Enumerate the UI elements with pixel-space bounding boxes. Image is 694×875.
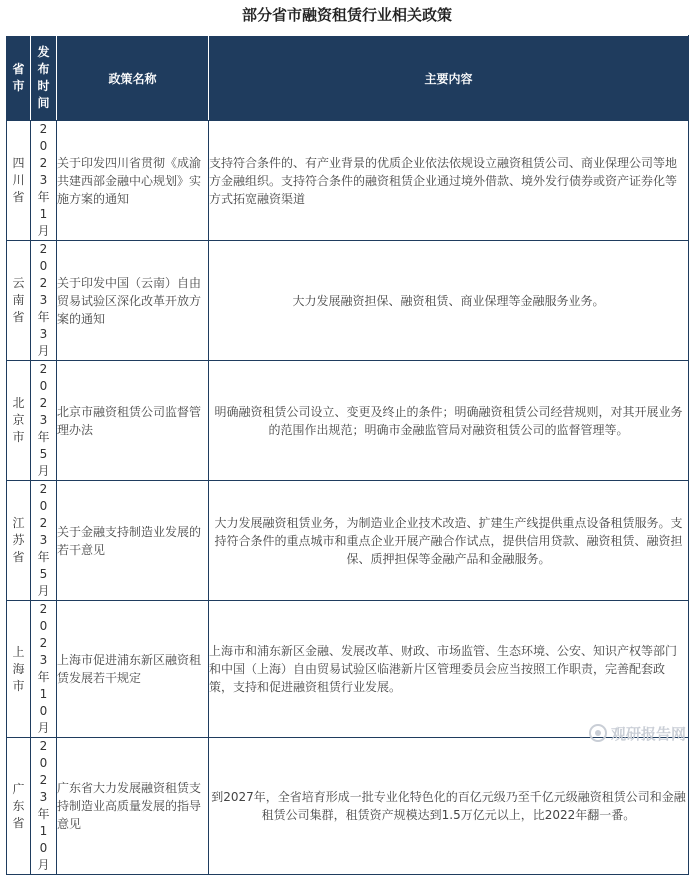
cell-main-content: 上海市和浦东新区金融、发展改革、财政、市场监管、生态环境、公安、知识产权等部门和中国（上海）自由贸易试验区临港新片区管理委员会应当按照工作职责，完善配套政策，支持和促进融资租赁行业发展。 <box>209 601 689 738</box>
cell-policy-name: 上海市促进浦东新区融资租赁发展若干规定 <box>57 601 209 738</box>
cell-province: 广东省 <box>7 738 31 875</box>
policy-table <box>6 35 689 875</box>
cell-province: 江苏省 <box>7 481 31 601</box>
cell-main-content: 大力发展融资担保、融资租赁、商业保理等金融服务业务。 <box>209 241 689 361</box>
watermark-text: 观研报告网 <box>610 724 686 743</box>
table-row <box>7 121 689 241</box>
table-row <box>7 738 689 875</box>
cell-main-content: 支持符合条件的、有产业背景的优质企业依法依规设立融资租赁公司、商业保理公司等地方金融组织。支持符合条件的融资租赁企业通过境外借款、境外发行债券或资产证券化等方式拓宽融资渠道 <box>209 121 689 241</box>
cell-policy-name: 广东省大力发展融资租赁支持制造业高质量发展的指导意见 <box>57 738 209 875</box>
table-row <box>7 481 689 601</box>
cell-policy-name: 北京市融资租赁公司监督管理办法 <box>57 361 209 481</box>
cell-policy-name: 关于金融支持制造业发展的若干意见 <box>57 481 209 601</box>
header-province: 省市 <box>7 36 31 121</box>
table-row <box>7 241 689 361</box>
cell-province: 北京市 <box>7 361 31 481</box>
cell-policy-name: 关于印发中国（云南）自由贸易试验区深化改革开放方案的通知 <box>57 241 209 361</box>
header-policy-name: 政策名称 <box>57 36 209 121</box>
cell-province: 四川省 <box>7 121 31 241</box>
cell-date: 2023年1月 <box>31 121 57 241</box>
watermark <box>589 722 686 744</box>
page-title: 部分省市融资租赁行业相关政策 <box>241 6 452 24</box>
cell-main-content: 大力发展融资租赁业务，为制造业企业技术改造、扩建生产线提供重点设备租赁服务。支持符合条件的重点城市和重点企业开展产融合作试点，提供信用贷款、融资租赁、融资担保、质押担保等金融产品和金融服务。 <box>209 481 689 601</box>
cell-date: 2023年10月 <box>31 601 57 738</box>
header-main-content: 主要内容 <box>209 36 689 121</box>
cell-date: 2023年3月 <box>31 241 57 361</box>
table-row <box>7 601 689 738</box>
cell-date: 2023年5月 <box>31 361 57 481</box>
cell-date: 2023年5月 <box>31 481 57 601</box>
cell-main-content: 到2027年，全省培育形成一批专业化特色化的百亿元级乃至千亿元级融资租赁公司和金融租赁公司集群，租赁资产规模达到1.5万亿元以上，比2022年翻一番。 <box>209 738 689 875</box>
cell-policy-name: 关于印发四川省贯彻《成渝共建西部金融中心规划》实施方案的通知 <box>57 121 209 241</box>
header-date: 发布时间 <box>31 36 57 121</box>
cell-province: 云南省 <box>7 241 31 361</box>
watermark-logo-icon <box>589 724 607 742</box>
table-header-row <box>7 36 689 121</box>
cell-date: 2023年10月 <box>31 738 57 875</box>
table-row <box>7 361 689 481</box>
cell-main-content: 明确融资租赁公司设立、变更及终止的条件；明确融资租赁公司经营规则，对其开展业务的范围作出规范；明确市金融监管局对融资租赁公司的监督管理等。 <box>209 361 689 481</box>
cell-province: 上海市 <box>7 601 31 738</box>
